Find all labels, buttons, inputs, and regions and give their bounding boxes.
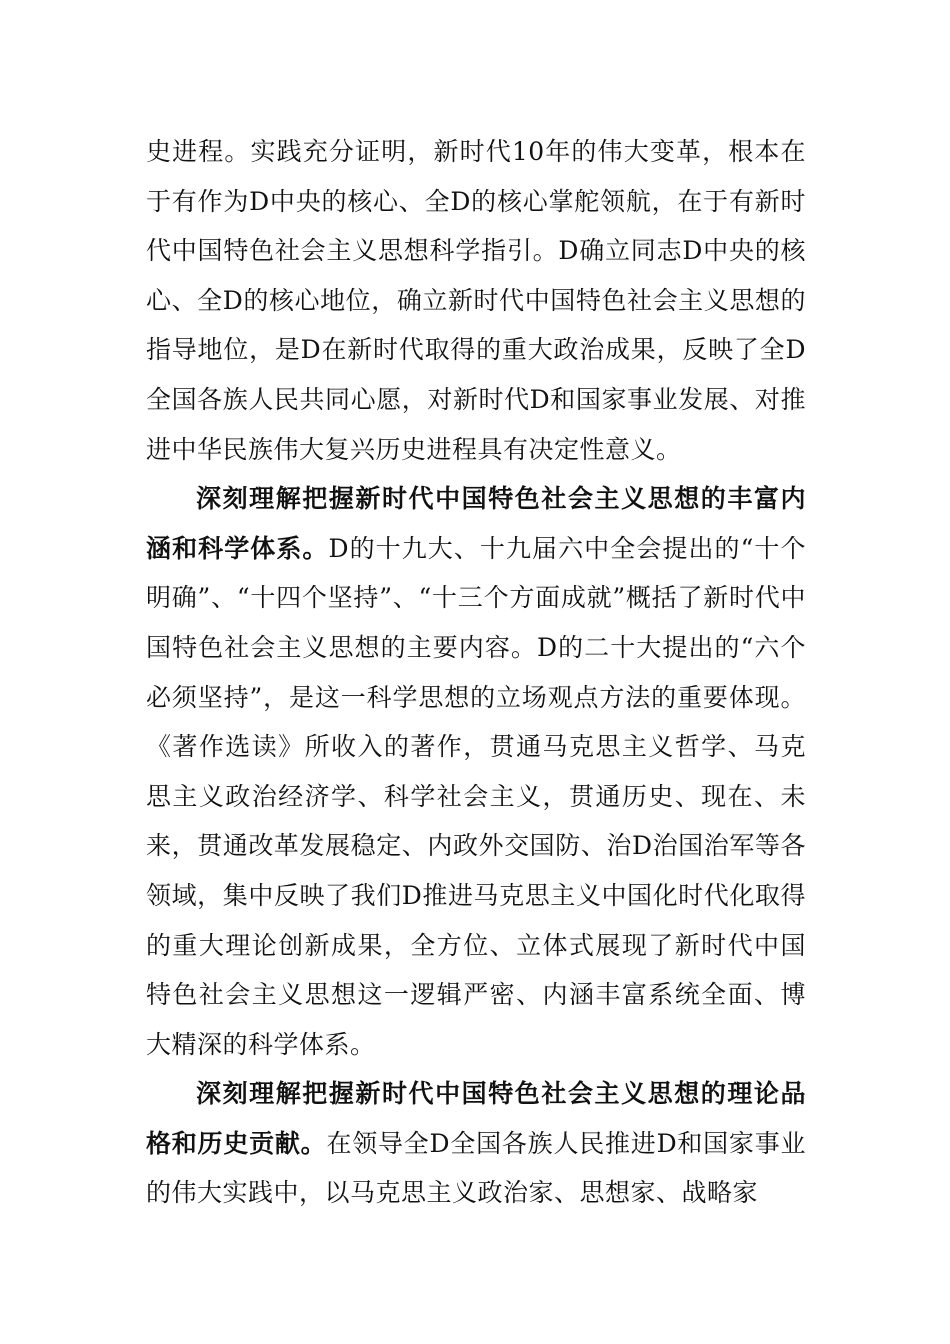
document-body xyxy=(146,127,806,1218)
paragraph-1-text: 史进程。实践充分证明，新时代10年的伟大变革，根本在于有作为D中央的核心、全D的核心掌舵领航，在于有新时代中国特色社会主义思想科学指引。D确立同志D中央的核心、全D的核心地位，确立新时代中国特色社会主义思想的指导地位，是D在新时代取得的重大政治成果，反映了全D全国各族人民共同心愿，对新时代D和国家事业发展、对推进中华民族伟大复兴历史进程具有决定性意义。 xyxy=(146,137,806,464)
paragraph-3 xyxy=(146,1069,806,1218)
paragraph-2 xyxy=(146,474,806,1069)
paragraph-3-heading: 深刻理解把握新时代中国特色社会主义思想的理论品格和历史贡献。 xyxy=(146,1079,806,1158)
paragraph-2-text: D的十九大、十九届六中全会提出的“十个明确”、“十四个坚持”、“十三个方面成就”概括了新时代中国特色社会主义思想的主要内容。D的二十大提出的“六个必须坚持”，是这一科学思想的立场观点方法的重要体现。《著作选读》所收入的著作，贯通马克思主义哲学、马克思主义政治经济学、科学社会主义，贯通历史、现在、未来，贯通改革发展稳定、内政外交国防、治D治国治军等各领域，集中反映了我们D推进马克思主义中国化时代化取得的重大理论创新成果，全方位、立体式展现了新时代中国特色社会主义思想这一逻辑严密、内涵丰富系统全面、博大精深的科学体系。 xyxy=(146,533,806,1059)
paragraph-2-heading: 深刻理解把握新时代中国特色社会主义思想的丰富内涵和科学体系。 xyxy=(146,484,806,563)
paragraph-1 xyxy=(146,127,806,474)
paragraph-3-text: 在领导全D全国各族人民推进D和国家事业的伟大实践中，以马克思主义政治家、思想家、战略家 xyxy=(146,1128,806,1208)
